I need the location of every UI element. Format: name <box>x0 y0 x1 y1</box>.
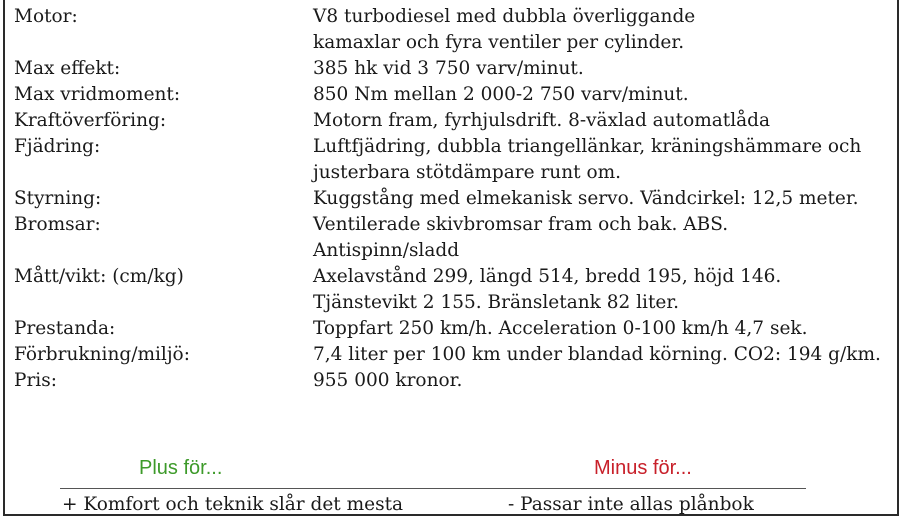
spec-label: Förbrukning/miljö: <box>14 344 190 365</box>
spec-value-line: 955 000 kronor. <box>313 370 463 391</box>
spec-row-matt-vikt <box>14 264 894 316</box>
spec-value-line: justerbara stötdämpare runt om. <box>313 162 622 183</box>
spec-label: Fjädring: <box>14 136 101 157</box>
spec-value-line: Toppfart 250 km/h. Acceleration 0-100 km/h 4,7 sek. <box>313 318 808 339</box>
spec-row-max-vridmoment <box>14 82 894 108</box>
plus-item: + Komfort och teknik slår det mesta <box>62 494 404 515</box>
spec-value <box>313 368 894 394</box>
spec-value <box>313 212 894 264</box>
spec-value-line: Tjänstevikt 2 155. Bränsletank 82 liter. <box>313 292 680 313</box>
spec-value-line: Motorn fram, fyrhjulsdrift. 8-växlad automatlåda <box>313 110 771 131</box>
spec-value <box>313 264 894 316</box>
spec-value <box>313 108 894 134</box>
spec-value-line: Antispinn/sladd <box>313 240 460 261</box>
spec-row-bromsar <box>14 212 894 264</box>
spec-value <box>313 342 894 368</box>
spec-row-forbrukning <box>14 342 894 368</box>
spec-row-styrning <box>14 186 894 212</box>
spec-value <box>313 316 894 342</box>
spec-row-fjadring <box>14 134 894 186</box>
spec-value-line: Axelavstånd 299, längd 514, bredd 195, höjd 146. <box>313 266 782 287</box>
spec-row-pris <box>14 368 894 394</box>
spec-label: Max effekt: <box>14 58 121 79</box>
spec-value-line: kamaxlar och fyra ventiler per cylinder. <box>313 32 685 53</box>
spec-value <box>313 4 894 56</box>
minus-item: - Passar inte allas plånbok <box>508 494 754 515</box>
spec-label: Styrning: <box>14 188 102 209</box>
spec-value <box>313 82 894 108</box>
spec-label: Kraftöverföring: <box>14 110 167 131</box>
plus-heading: Plus för... <box>139 457 223 479</box>
spec-label: Motor: <box>14 6 78 27</box>
spec-value-line: Ventilerade skivbromsar fram och bak. ABS. <box>313 214 729 235</box>
spec-label: Pris: <box>14 370 57 391</box>
spec-row-kraftoverforing <box>14 108 894 134</box>
spec-value <box>313 56 894 82</box>
spec-value-line: V8 turbodiesel med dubbla överliggande <box>313 6 696 27</box>
spec-table <box>14 4 894 394</box>
minus-heading: Minus för... <box>594 457 692 479</box>
spec-row-prestanda <box>14 316 894 342</box>
spec-label: Prestanda: <box>14 318 116 339</box>
spec-label: Max vridmoment: <box>14 84 181 105</box>
spec-row-max-effekt <box>14 56 894 82</box>
spec-label: Mått/vikt: (cm/kg) <box>14 266 184 287</box>
spec-value <box>313 186 894 212</box>
spec-label: Bromsar: <box>14 214 101 235</box>
spec-value-line: Luftfjädring, dubbla triangellänkar, kräningshämmare och <box>313 136 862 157</box>
spec-value-line: 385 hk vid 3 750 varv/minut. <box>313 58 584 79</box>
spec-value-line: Kuggstång med elmekanisk servo. Vändcirkel: 12,5 meter. <box>313 188 859 209</box>
plus-minus-divider <box>60 488 806 489</box>
spec-value <box>313 134 894 186</box>
spec-value-line: 7,4 liter per 100 km under blandad körning. CO2: 194 g/km. <box>313 344 881 365</box>
spec-value-line: 850 Nm mellan 2 000-2 750 varv/minut. <box>313 84 689 105</box>
spec-row-motor <box>14 4 894 56</box>
